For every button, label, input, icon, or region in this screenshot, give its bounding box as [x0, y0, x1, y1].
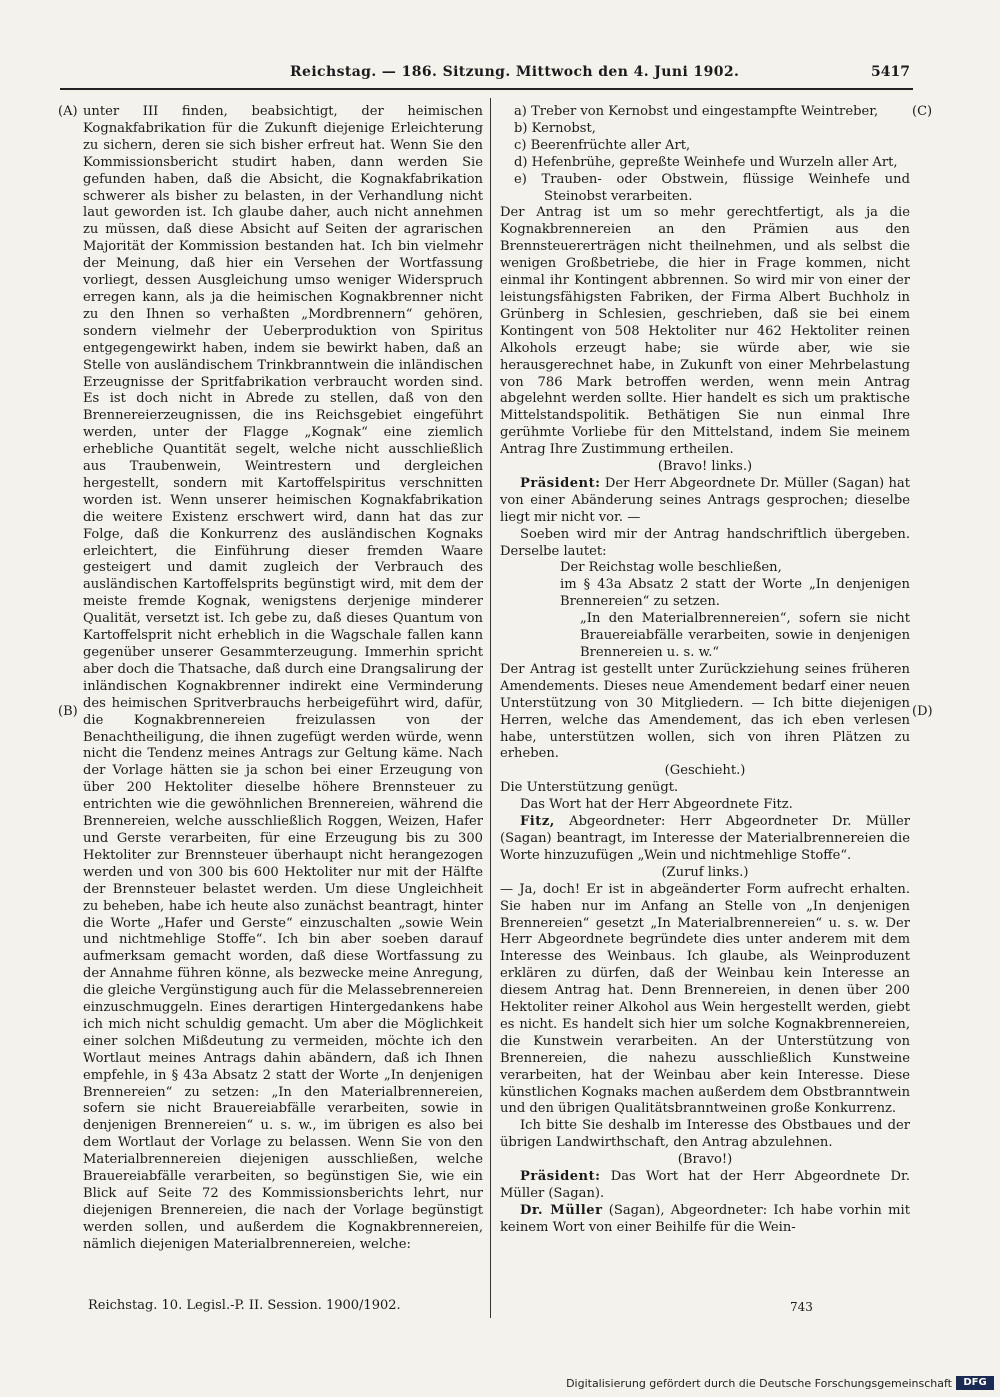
quote-line-1: Der Reichstag wolle beschließen,	[560, 560, 782, 576]
quote-line-3: „In den Materialbrennereien“, sofern sie nicht Brauereiabfälle verarbeiten, sowie in denjenigen Brennereien u. s. w.“	[580, 611, 910, 660]
margin-marker-d: (D)	[912, 704, 933, 719]
speech-text: Abgeordneter: Herr Abgeordneter Dr. Müller (Sagan) beantragt, im Interesse der Materialbrennereien die Worte hinzuzufügen „Wein und nichtmehlige Stoffe“.	[500, 814, 910, 863]
interjection-bravo-links: (Bravo! links.)	[657, 459, 753, 475]
speech-fitz	[500, 814, 910, 865]
header-rule	[60, 88, 913, 90]
column-divider	[490, 98, 491, 1318]
paragraph-antrag: Der Antrag ist um so mehr gerechtfertigt, als ja die Kognakbrennereien an den Prämien aus den Brennsteuererträgen nicht theilnehmen, und als selbst die wenigen Großbetriebe, die hier in Frage kommen, nicht einmal ihr Kontingent abbrennen. So wird mir von einer der leistungsfähigsten Fabriken, der Firma Albert Buchholz in Grünberg in Schlesien, geschrieben, daß sie bei einem Kontingent von 508 Hektoliter nur 462 Hektoliter reinen Alkohols erzeugt habe; sie würde aber, wie sie herausgerechnet habe, in Zukunft von einer Mehrbelastung von 786 Mark betroffen werden, wenn mein Antrag abgelehnt werden sollte. Hier handelt es sich um praktische Mittelstandspolitik. Bethätigen Sie nun einmal Ihre gerühmte Vorliebe für den Mittelstand, indem Sie meinem Antrag Ihre Zustimmung ertheilen.	[500, 205, 910, 458]
list-item-c: c) Beerenfrüchte aller Art,	[514, 137, 691, 153]
header-title: Reichstag. — 186. Sitzung. Mittwoch den 4. Juni 1902.	[290, 64, 740, 80]
speaker-label: Dr. Müller	[520, 1202, 603, 1218]
president-remark-1	[500, 476, 910, 527]
interjection-zuruf: (Zuruf links.)	[661, 864, 749, 880]
interjection-geschieht: (Geschieht.)	[664, 763, 746, 779]
margin-marker-a: (A)	[58, 104, 78, 119]
footer-session: Reichstag. 10. Legisl.-P. II. Session. 1900/1902.	[88, 1298, 401, 1313]
speech-text: Der Herr Abgeordnete Dr. Müller (Sagan) hat von einer Abänderung seines Antrags gesprochen; dieselbe liegt mir nicht vor. —	[500, 475, 910, 525]
speech-text: Das Wort hat der Herr Abgeordnete Dr. Müller (Sagan).	[500, 1169, 910, 1201]
speaker-label: Präsident:	[520, 1169, 601, 1185]
list-item-d: d) Hefenbrühe, gepreßte Weinhefe und Wurzeln aller Art,	[514, 154, 898, 170]
speech-text: (Sagan), Abgeordneter: Ich habe vorhin mit keinem Wort von einer Beihilfe für die Wein-	[500, 1202, 910, 1235]
list-item-b: b) Kernobst,	[514, 120, 596, 136]
page-number: 5417	[871, 64, 910, 80]
list-item-e: e) Trauben- oder Obstwein, flüssige Weinhefe und Steinobst verarbeiten.	[514, 171, 910, 204]
paragraph-amendement: Der Antrag ist gestellt unter Zurückziehung seines früheren Amendements. Dieses neue Amendement bedarf einer neuen Unterstützung von 30 Mitgliedern. — Ich bitte diejenigen Herren, welche das Amendement, das ich eben verlesen habe, unterstützen wollen, sich von ihren Plätzen zu erheben.	[500, 661, 910, 762]
left-paragraph: unter III finden, beabsichtigt, der heimischen Kognakfabrikation für die Zukunft diejenige Erleichterung zu sichern, deren sie sich bisher erfreut hat. Wenn Sie den Kommissionsbericht studirt haben, dann werden Sie gefunden haben, daß die Absicht, die Kognakfabrikation schwerer als bisher zu belasten, in der Verhandlung nicht laut geworden ist. Ich glaube daher, auch nicht annehmen zu müssen, daß diese Absicht auf Seiten der agrarischen Majorität der Kommission bestanden hat. Ich bin vielmehr der Meinung, daß hier ein Versehen der Wortfassung vorliegt, dessen Ausgleichung umso weniger Widerspruch erregen kann, als ja die heimischen Kognakbrenner nicht zu den Ihnen so verhaßten „Mordbrennern“ gehören, sondern vielmehr der Ueberproduktion von Spiritus entgegengewirkt haben, indem sie bewirkt haben, daß an Stelle von ausländischem Trinkbranntwein die inländischen Erzeugnisse der Spritfabrikation verbraucht worden sind. Es ist doch nicht in Abrede zu stellen, daß von den Brennereierzeugnissen, die ins Reichsgebiet eingeführt werden, unter der Flagge „Kognak“ eine ziemlich erhebliche Quantität segelt, welche nicht ausschließlich aus Traubenwein, Weintrestern und dergleichen hergestellt, sondern mit Kartoffelspiritus verschnitten worden ist. Wenn unserer heimischen Kognakfabrikation die weitere Existenz erschwert wird, dann hat das zur Folge, daß die Konkurrenz des ausländischen Kognaks erleichtert, die Einführung dieser fremden Waare gesteigert und damit zugleich der Verbrauch des ausländischen Kartoffelsprits begünstigt wird, mit dem der meiste fremde Kognak, wenigstens derjenige minderer Qualität, versetzt ist. Ich gebe zu, daß dieses Quantum von Kartoffelsprit nicht erheblich in die Wagschale fallen kann gegenüber unserer Gesammterzeugung. Immerhin spricht aber doch die Thatsache, daß durch eine Drangsalirung der inländischen Kognakbrenner indirekt eine Verminderung des heimischen Spritverbrauchs herbeigeführt wird, dafür, die Kognakbrennereien freizulassen von der Benachtheiligung, die ihnen zugefügt werden würde, wenn nicht die Tendenz meines Antrags zur Geltung käme. Nach der Vorlage hätten sie ja schon bei einer Erzeugung von über 200 Hektoliter dieselbe höhere Brennsteuer zu entrichten wie die gewöhnlichen Brennereien, während die Brennereien, welche ausschließlich Roggen, Weizen, Hafer und Gerste verarbeiten, für eine Erzeugung bis zu 300 Hektoliter zur Brennsteuer überhaupt nicht herangezogen werden und von 300 bis 600 Hektoliter nur mit der Hälfte der Brennsteuer belastet werden. Um diese Ungleichheit zu beheben, habe ich heute also zunächst beantragt, hinter die Worte „Hafer und Gerste“ einzuschalten „sowie Wein und nichtmehlige Stoffe“. Ich bin aber soeben darauf aufmerksam gemacht worden, daß diese Wortfassung zu der Annahme führen könne, als bezwecke meine Anregung, die gleiche Vergünstigung auch für die Melassebrennereien einzuschmuggeln. Eines derartigen Hintergedankens habe ich mich nicht schuldig gemacht. Um aber die Möglichkeit einer solchen Mißdeutung zu vermeiden, möchte ich den Wortlaut meines Antrags dahin abändern, daß ich Ihnen empfehle, in § 43a Absatz 2 statt der Worte „In denjenigen Brennereien“ zu setzen: „In den Materialbrennereien, sofern sie nicht Brauereiabfälle verarbeiten, sowie in denjenigen Brennereien“ u. s. w., im übrigen es also bei dem Wortlaut der Vorlage zu belassen. Wenn Sie von den Materialbrennereien diejenigen ausschließen, welche Brauereiabfälle verarbeiten, so begünstigen Sie, wie ein Blick auf Seite 72 des Kommissionsberichts lehrt, nur diejenigen Brennereien, die nach der Vorlage begünstigt werden sollen, und außerdem die Kognakbrennereien, nämlich diejenigen Materialbrennereien, welche:	[83, 104, 483, 1252]
margin-marker-b: (B)	[58, 704, 78, 719]
list-item-a: a) Treber von Kernobst und eingestampfte Weintreber,	[514, 104, 879, 119]
interjection-bravo: (Bravo!)	[677, 1152, 733, 1168]
paragraph-handschriftlich: Soeben wird mir der Antrag handschriftlich übergeben. Derselbe lautet:	[500, 526, 910, 559]
digitization-note: Digitalisierung gefördert durch die Deutsche Forschungsgemeinschaft	[566, 1377, 952, 1390]
margin-marker-c: (C)	[912, 104, 933, 119]
paragraph-ablehnen: Ich bitte Sie deshalb im Interesse des Obstbaues und der übrigen Landwirthschaft, den Antrag abzulehnen.	[500, 1118, 910, 1151]
dfg-logo: DFG	[956, 1376, 994, 1390]
paragraph-wort-fitz: Das Wort hat der Herr Abgeordnete Fitz.	[520, 797, 793, 813]
left-column	[83, 104, 483, 1294]
signature-number: 743	[790, 1300, 813, 1314]
quote-line-2: im § 43a Absatz 2 statt der Worte „In denjenigen Brennereien“ zu setzen.	[560, 577, 910, 610]
speech-mueller	[500, 1203, 910, 1237]
paragraph-unterstuetzung: Die Unterstützung genügt.	[500, 780, 679, 796]
paragraph-fitz-continued: — Ja, doch! Er ist in abgeänderter Form aufrecht erhalten. Sie haben nur im Anfang an Stelle von „In denjenigen Brennereien“ gesetzt „In Materialbrennereien“ u. s. w. Der Herr Abgeordnete begründete dies unter anderem mit dem Interesse des Weinbaus. Ich glaube, als Weinproduzent erklären zu dürfen, daß der Weinbau kein Interesse an diesem Antrag hat. Denn Brennereien, in denen über 200 Hektoliter reiner Alkohol aus Wein hergestellt werden, giebt es nicht. Es handelt sich hier um solche Kognakbrennereien, die Kunstwein verarbeiten. An der Unterstützung von Brennereien, die nahezu ausschließlich Kunstweine verarbeiten, hat der Weinbau aber kein Interesse. Diese künstlichen Kognaks machen außerdem dem Obstbranntwein und den übrigen Qualitätsbranntweinen große Konkurrenz.	[500, 881, 910, 1117]
right-column	[500, 104, 910, 1304]
page-header	[60, 64, 910, 86]
president-remark-2	[500, 1169, 910, 1203]
speaker-label: Fitz,	[520, 814, 555, 830]
speaker-label: Präsident:	[520, 475, 601, 491]
